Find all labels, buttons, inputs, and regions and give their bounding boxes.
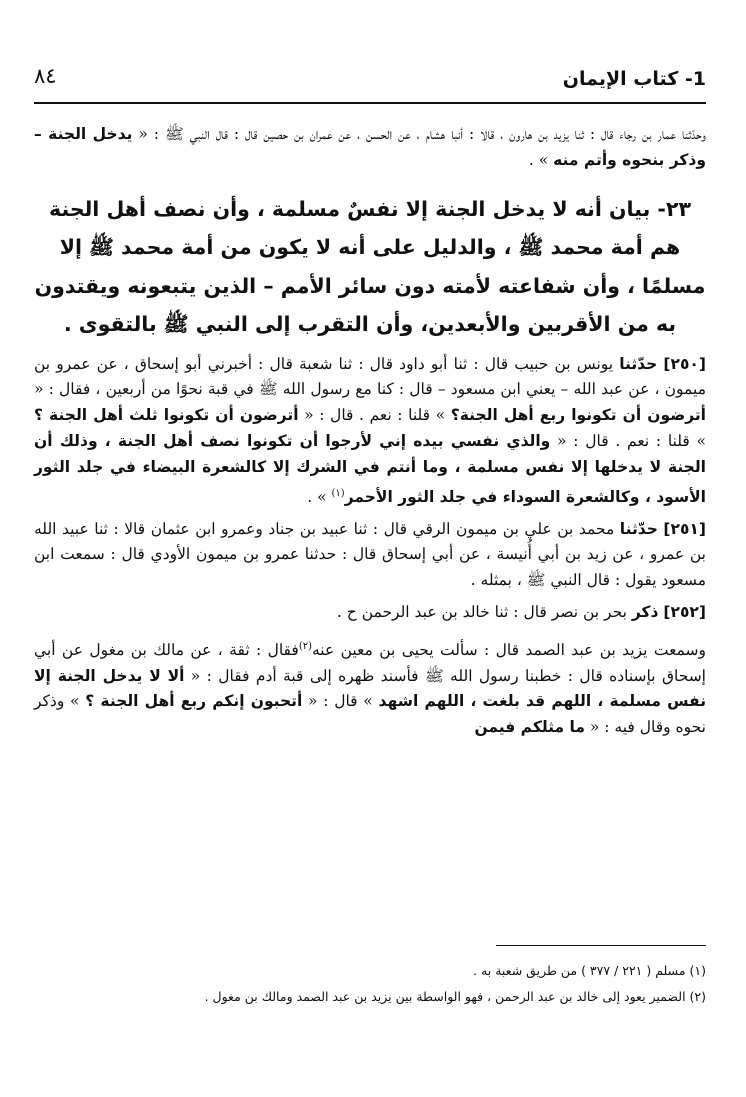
hadith-text: محمد بن علي بن ميمون الرقي قال : ثنا عبيد بن جناد وعمرو ابن عثمان قالا : ثنا عبيد الله بن عمرو ، عن زيد بن أبي أُنيسة ، عن أبي إسحاق قال : حدثنا عمرو بن ميمون الأودي قال : سمعت ابن مسعود يقول : قال النبي ﷺ ، بمثله .: [34, 519, 706, 590]
hadith-quote-bold: أترضون أن تكونوا ربع أهل الجنة؟: [450, 406, 706, 425]
hadith-lead: حدّثنا: [619, 354, 658, 373]
intro-text: وحدّثنا عمار بن رجاء قال : ثنا يزيد بن هارون ، قالا : أنبا هشام ، عن الحسن ، عن عمران بن حصين قال : قال النبي ﷺ : «: [132, 125, 706, 143]
hadith-quote-bold: أترضون أن تكونوا ثلث أهل الجنة ؟: [34, 406, 299, 425]
hadith-text: » قلنا : نعم . قال : «: [298, 406, 451, 425]
hadith-text: » .: [307, 487, 332, 506]
hadith-250: [34, 352, 706, 511]
page-body: [34, 122, 706, 741]
running-header: [34, 62, 706, 104]
footnote-2: (٢) الضمير يعود إلى خالد بن عبد الرحمن ، فهو الواسطة بين يزيد بن عبد الصمد ومالك بن مغول .: [204, 989, 706, 1004]
footnote-ref: (٢): [298, 640, 312, 652]
chapter-title: 1- كتاب الإيمان: [562, 68, 706, 90]
hadith-252: [34, 600, 706, 626]
footnotes: [34, 958, 706, 1010]
hadith-text: يونس بن حبيب قال : ثنا أبو داود قال : ثنا شعبة قال : أخبرني أبو إسحاق ، عن عمرو بن ميمون ، عن عبد الله – يعني ابن مسعود – قال : كنا مع رسول الله ﷺ في قبة نحوًا من أربعين ، فقال : «: [34, 354, 706, 399]
hadith-text: بحر بن نصر قال : ثنا خالد بن عبد الرحمن ح .: [336, 602, 632, 621]
hadith-quote-bold: والذي نفسي بيده إني لأرجوا أن تكونوا نصف أهل الجنة ، وذلك أن الجنة لا يدخلها إلا نفس مسلمة ، وما أنتم في الشرك إلا كالشعرة البيضاء في جلد الثور الأسود ، وكالشعرة السوداء في جلد الثور الأحمر: [34, 431, 706, 506]
intro-paragraph: [34, 122, 706, 174]
page-number: ٨٤: [34, 64, 57, 88]
hadith-number: [٢٥٢]: [663, 602, 706, 621]
hadith-number: [٢٥٠]: [663, 354, 706, 373]
chapter-heading: ٢٣- بيان أنه لا يدخل الجنة إلا نفسٌ مسلمة ، وأن نصف أهل الجنة هم أمة محمد ﷺ ، والدليل على أنه لا يكون من أمة محمد ﷺ إلا مسلمًا ، وأن شفاعته لأمته دون سائر الأمم – الذين يتبعونه ويقتدون به من الأقربين والأبعدين، وأن التقرب إلى النبي ﷺ بالتقوى .: [34, 196, 706, 337]
hadith-lead: حدّثنا: [619, 519, 658, 538]
intro-text-end: » .: [528, 150, 554, 169]
hadith-text: » قلنا : نعم . قال : «: [550, 431, 706, 450]
hadith-252-continued: [34, 634, 706, 741]
hadith-number: [٢٥١]: [663, 519, 706, 538]
footnote-divider: [496, 945, 706, 946]
hadith-251: [34, 517, 706, 594]
hadith-text: وسمعت يزيد بن عبد الصمد قال : سألت يحيى بن معين عنه: [312, 640, 706, 659]
hadith-quote-bold: ما مثلكم فيمن: [474, 718, 585, 737]
hadith-quote-bold: ألا لا يدخل الجنة إلا نفس مسلمة ، اللهم قد بلغت ، اللهم اشهد: [34, 666, 707, 711]
hadith-lead: ذكر: [631, 602, 659, 621]
intro-hadith-bold: يدخل الجنة – وذكر بنحوه وأتم منه: [34, 125, 706, 169]
hadith-text: » وذكر نحوه وقال فيه : «: [34, 692, 706, 737]
hadith-text: » قال : «: [302, 692, 379, 711]
footnote-1: (١) مسلم ( ٢٢١ / ٣٧٧ ) من طريق شعبة به .: [473, 963, 706, 978]
hadith-quote-bold: أتحبون إنكم ربع أهل الجنة ؟: [85, 692, 303, 711]
footnote-ref: (١): [331, 487, 345, 499]
hadith-text: فقال : ثقة ، عن مالك بن مغول عن أبي إسحاق بإسناده قال : خطبنا رسول الله ﷺ فأسند ظهره إلى قبة أدم فقال : «: [34, 640, 706, 685]
